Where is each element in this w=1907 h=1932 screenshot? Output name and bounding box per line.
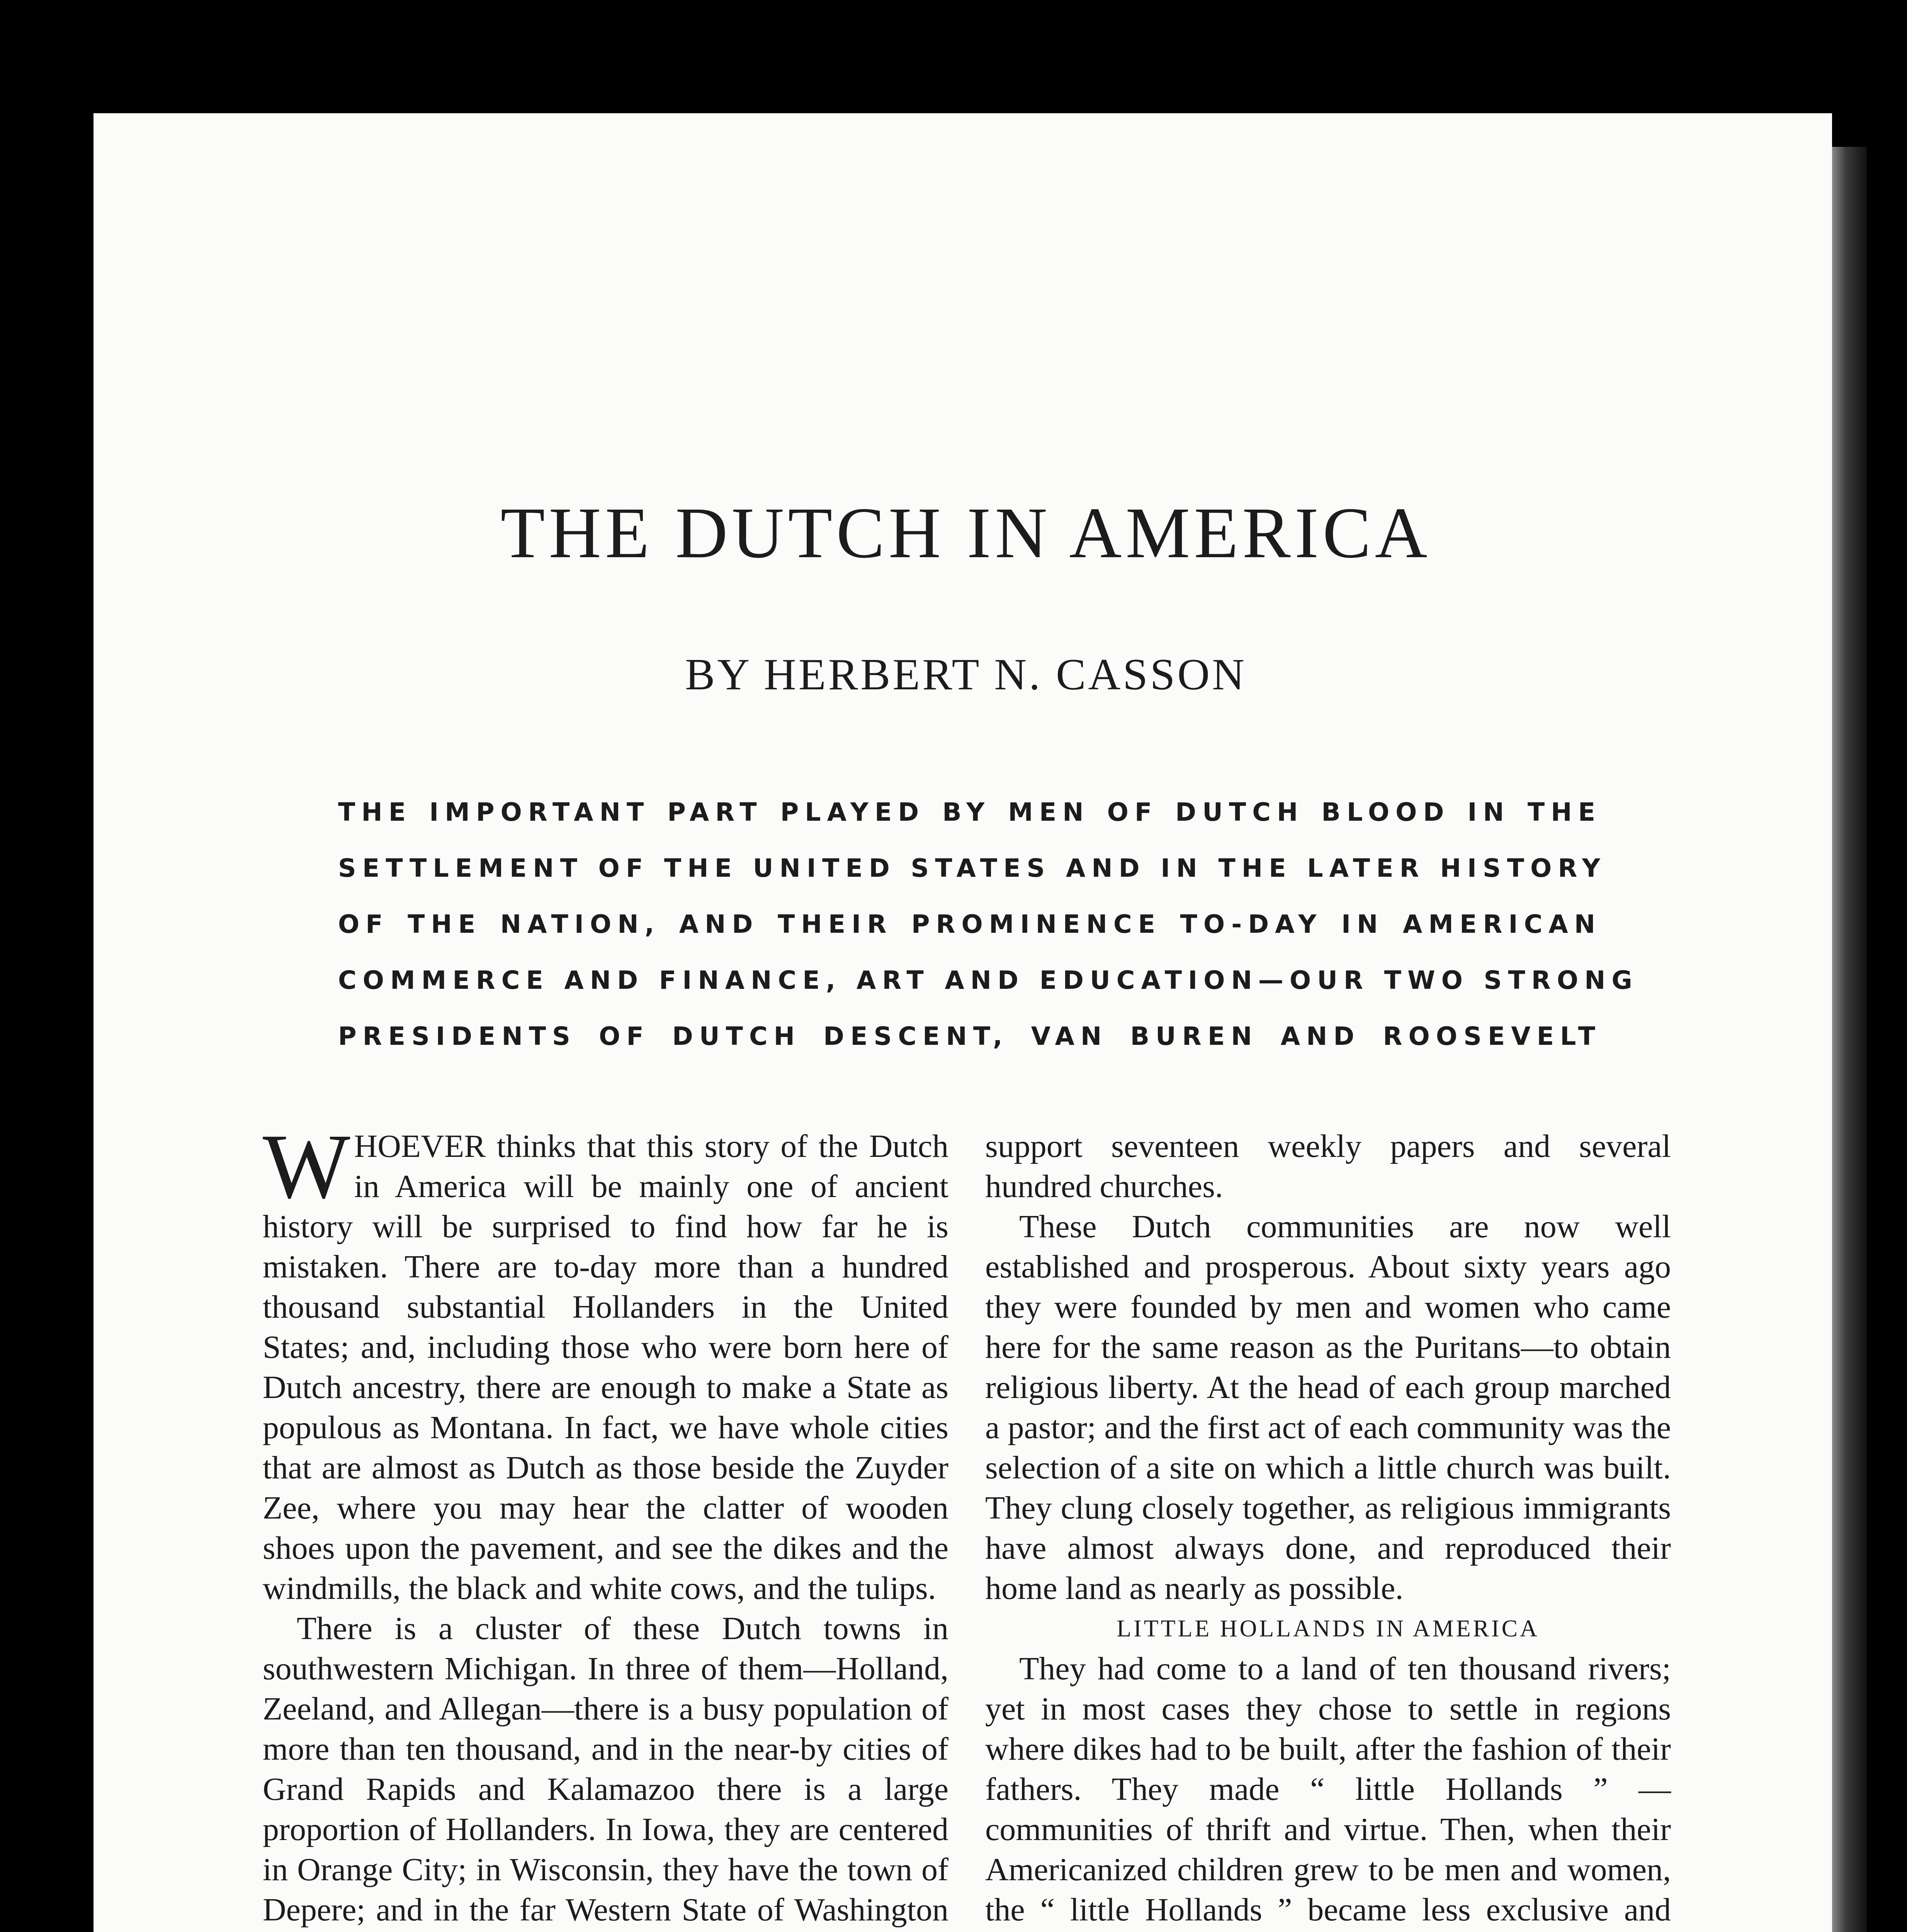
drop-cap: W: [263, 1115, 350, 1218]
article-title: THE DUTCH IN AMERICA: [500, 492, 1431, 573]
deck-line: PRESIDENTS OF DUTCH DESCENT, VAN BUREN AND ROOSEVELT: [338, 1022, 1601, 1051]
deck-line: OF THE NATION, AND THEIR PROMINENCE TO-DAY IN AMERICAN: [338, 910, 1601, 939]
paragraph: These Dutch communities are now well established and prosperous. About sixty years ago they were founded by men and women who came here for the same reason as the Puritans—to obtain religious liberty. At the head of each group marched a pastor; and the first act of each community was the selection of a site on which a little church was built. They clung closely together, as religious immigrants have almost always done, and reproduced their home land as nearly as possible.: [985, 1209, 1671, 1606]
paragraph: [263, 1115, 948, 1609]
paragraph: They had come to a land of ten thousand rivers; yet in most cases they chose to settle in regions where dikes had to be built, after the fashion of their fathers. They made “ little Hollands ” —communities of thrift and virtue. Then, when their Americanized children grew to be men and women, the “ little Hollands ” became less exclusive and: [985, 1651, 1671, 1928]
article-deck: [338, 784, 1638, 1065]
paragraph: support seventeen weekly papers and several hundred churches.: [985, 1128, 1671, 1204]
paragraph-text: HOEVER thinks that this story of the Dutch in America will be mainly one of ancient history will be surprised to find how far he is mistaken. There are to-day more than a hundred thousand substantial Hollanders in the United States; and, including those who were born here of Dutch ancestry, there are enough to make a State as populous as Montana. In fact, we have whole cities that are almost as Dutch as those beside the Zuyder Zee, where you may hear the clatter of wooden shoes upon the pavement, and see the dikes and the windmills, the black and white cows, and the tulips.: [263, 1128, 948, 1606]
right-column: [985, 1126, 1671, 1932]
deck-line: THE IMPORTANT PART PLAYED BY MEN OF DUTCH BLOOD IN THE: [338, 798, 1601, 827]
page-binding-edge: [1832, 147, 1867, 1932]
deck-line: COMMERCE AND FINANCE, ART AND EDUCATION—OUR TWO STRONG: [338, 966, 1638, 995]
deck-line: SETTLEMENT OF THE UNITED STATES AND IN THE LATER HISTORY: [338, 854, 1606, 883]
paragraph: There is a cluster of these Dutch towns in southwestern Michigan. In three of them—Holland, Zeeland, and Allegan—there is a busy population of more than ten thousand, and in the near-by cities of Grand Rapids and Kalamazoo there is a large proportion of Hollanders. In Iowa, they are centered in Orange City; in Wisconsin, they have the town of Depere; and in the far Western State of Washington: [263, 1611, 948, 1928]
article-byline: BY HERBERT N. CASSON: [685, 650, 1247, 699]
section-subhead: LITTLE HOLLANDS IN AMERICA: [1117, 1616, 1540, 1642]
left-column: [263, 1115, 948, 1932]
